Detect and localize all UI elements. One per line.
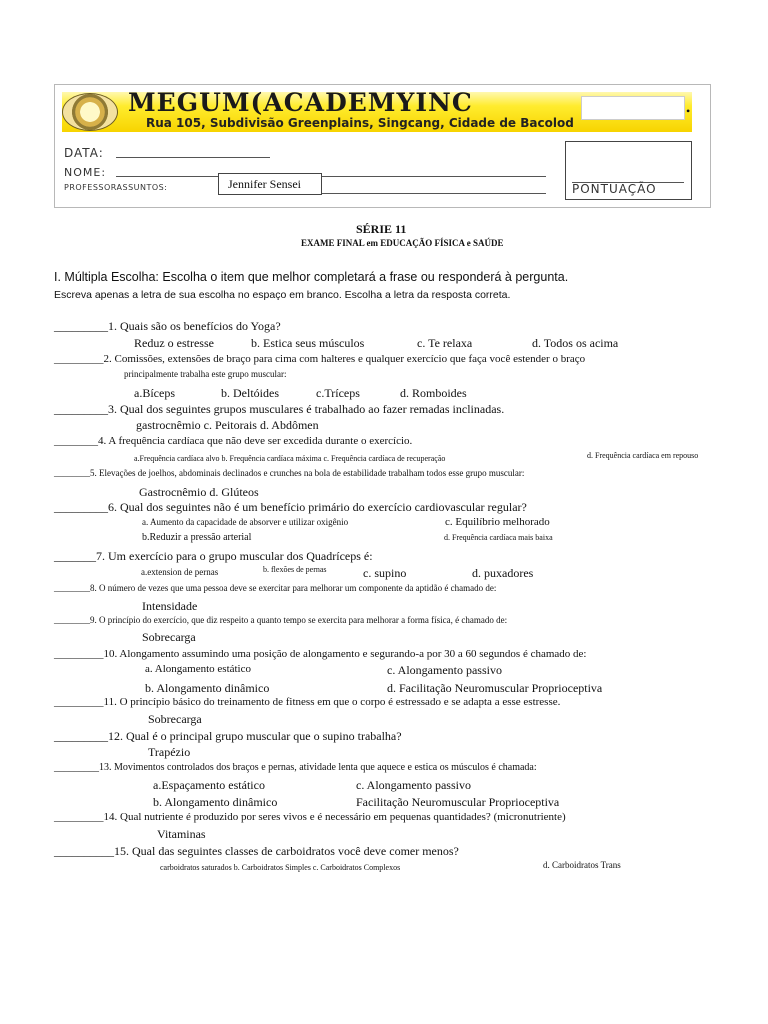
- q13-option-a: a.Espaçamento estático: [153, 778, 265, 792]
- q6-option-b: b.Reduzir a pressão arterial: [142, 532, 252, 543]
- q4-option-d: d. Frequência cardíaca em repouso: [587, 451, 699, 460]
- question-7: _______7. Um exercício para o grupo muscular dos Quadríceps é:: [54, 549, 373, 563]
- q13-option-d: Facilitação Neuromuscular Proprioceptiva: [356, 795, 560, 809]
- question-10: _________10. Alongamento assumindo uma posição de alongamento e segurando-a por 30 a 60 segundos é chamado de:: [54, 648, 587, 660]
- name-label: NOME:: [64, 166, 107, 179]
- teacher-name: Jennifer Sensei: [228, 177, 301, 191]
- q6-option-d: d. Frequência cardíaca mais baixa: [444, 533, 553, 542]
- q3-options: gastrocnêmio c. Peitorais d. Abdômen: [136, 418, 319, 432]
- q4-options: a.Frequência cardíaca alvo b. Frequência cardíaca máxima c. Frequência cardíaca de recuperação: [134, 454, 446, 463]
- question-1: _________1. Quais são os benefícios do Yoga?: [54, 319, 281, 333]
- question-15: __________15. Qual das seguintes classes de carboidratos você deve comer menos?: [54, 844, 459, 858]
- question-3: _________3. Qual dos seguintes grupos musculares é trabalhado ao fazer remadas inclinadas.: [54, 402, 505, 416]
- section-heading: I. Múltipla Escolha: Escolha o item que melhor completará a frase ou responderá à pergunta.: [54, 270, 569, 284]
- exam-title: EXAME FINAL em EDUCAÇÃO FÍSICA e SAÚDE: [301, 238, 504, 248]
- q8-answer: Intensidade: [142, 599, 198, 613]
- school-seal-logo: [62, 93, 118, 131]
- q7-option-c: c. supino: [363, 566, 407, 580]
- q2-option-c: c.Tríceps: [316, 386, 360, 400]
- q7-option-a: a.extension de pernas: [141, 567, 219, 577]
- q10-option-b: b. Alongamento dinâmico: [145, 681, 270, 695]
- question-13: _________13. Movimentos controlados dos braços e pernas, atividade lenta que aquece e estica os músculos é chamada:: [54, 762, 537, 773]
- date-label: DATA:: [64, 146, 104, 160]
- school-name: MEGUM(ACADEMYINC: [128, 88, 473, 117]
- teacher-label: PROFESSORASSUNTOS:: [64, 183, 168, 192]
- q14-answer: Vitaminas: [157, 827, 206, 841]
- q2-option-d: d. Romboides: [400, 386, 467, 400]
- q12-answer: Trapézio: [148, 745, 191, 759]
- question-12: _________12. Qual é o principal grupo muscular que o supino trabalha?: [54, 729, 402, 743]
- q10-option-a: a. Alongamento estático: [145, 663, 251, 675]
- question-11: _________11. O princípio básico do treinamento de fitness em que o corpo é estressado e se adapta a esse estresse.: [54, 696, 561, 708]
- section-instructions: Escreva apenas a letra de sua escolha no espaço em branco. Escolha a letra da resposta correta.: [54, 289, 511, 301]
- question-4: ________4. A frequência cardíaca que não deve ser excedida durante o exercício.: [54, 435, 413, 447]
- q11-answer: Sobrecarga: [148, 712, 202, 726]
- q2-option-a: a.Bíceps: [134, 386, 175, 400]
- q13-option-b: b. Alongamento dinâmico: [153, 795, 278, 809]
- question-6: _________6. Qual dos seguintes não é um benefício primário do exercício cardiovascular regular?: [54, 500, 527, 514]
- q6-option-a: a. Aumento da capacidade de absorver e utilizar oxigênio: [142, 517, 349, 527]
- q6-option-c: c. Equilíbrio melhorado: [445, 516, 550, 528]
- bullet-dot-icon: •: [686, 104, 691, 118]
- q13-option-c: c. Alongamento passivo: [356, 778, 471, 792]
- banner-blank-box: [581, 96, 685, 120]
- name-line: [116, 176, 546, 177]
- score-label: PONTUAÇÃO: [572, 182, 657, 196]
- q5-options: Gastrocnêmio d. Glúteos: [139, 485, 259, 499]
- question-8: ________8. O número de vezes que uma pessoa deve se exercitar para melhorar um componente da aptidão é chamado de:: [54, 583, 497, 593]
- q1-option-b: b. Estica seus músculos: [251, 336, 365, 350]
- q15-options: carboidratos saturados b. Carboidratos Simples c. Carboidratos Complexos: [160, 863, 401, 872]
- q9-answer: Sobrecarga: [142, 630, 196, 644]
- q1-option-a: Reduz o estresse: [134, 336, 214, 350]
- q1-option-d: d. Todos os acima: [532, 336, 619, 350]
- date-line: [116, 157, 270, 158]
- q7-option-b: b. flexões de pernas: [263, 565, 327, 574]
- series-title: SÉRIE 11: [356, 222, 407, 236]
- q10-option-c: c. Alongamento passivo: [387, 663, 502, 677]
- question-9: ________9. O princípio do exercício, que diz respeito a quanto tempo se exercita para melhorar a forma física, é chamado de:: [54, 615, 508, 625]
- q15-option-d: d. Carboidratos Trans: [543, 860, 621, 870]
- question-14: _________14. Qual nutriente é produzido por seres vivos e é necessário em pequenas quantidades? (micronutriente): [54, 811, 566, 823]
- q7-option-d: d. puxadores: [472, 566, 534, 580]
- q1-option-c: c. Te relaxa: [417, 336, 473, 350]
- question-2-cont: principalmente trabalha este grupo muscular:: [124, 369, 287, 379]
- q10-option-d: d. Facilitação Neuromuscular Proprioceptiva: [387, 681, 603, 695]
- school-address: Rua 105, Subdivisão Greenplains, Singcang, Cidade de Bacolod: [146, 116, 574, 130]
- question-5: ________5. Elevações de joelhos, abdominais declinados e crunches na bola de estabilidade trabalham todos esse grupo muscular:: [54, 468, 525, 478]
- q2-option-b: b. Deltóides: [221, 386, 279, 400]
- subject-line: [322, 193, 546, 194]
- question-2: _________2. Comissões, extensões de braço para cima com halteres e qualquer exercício que faça você estender o braço: [54, 353, 586, 365]
